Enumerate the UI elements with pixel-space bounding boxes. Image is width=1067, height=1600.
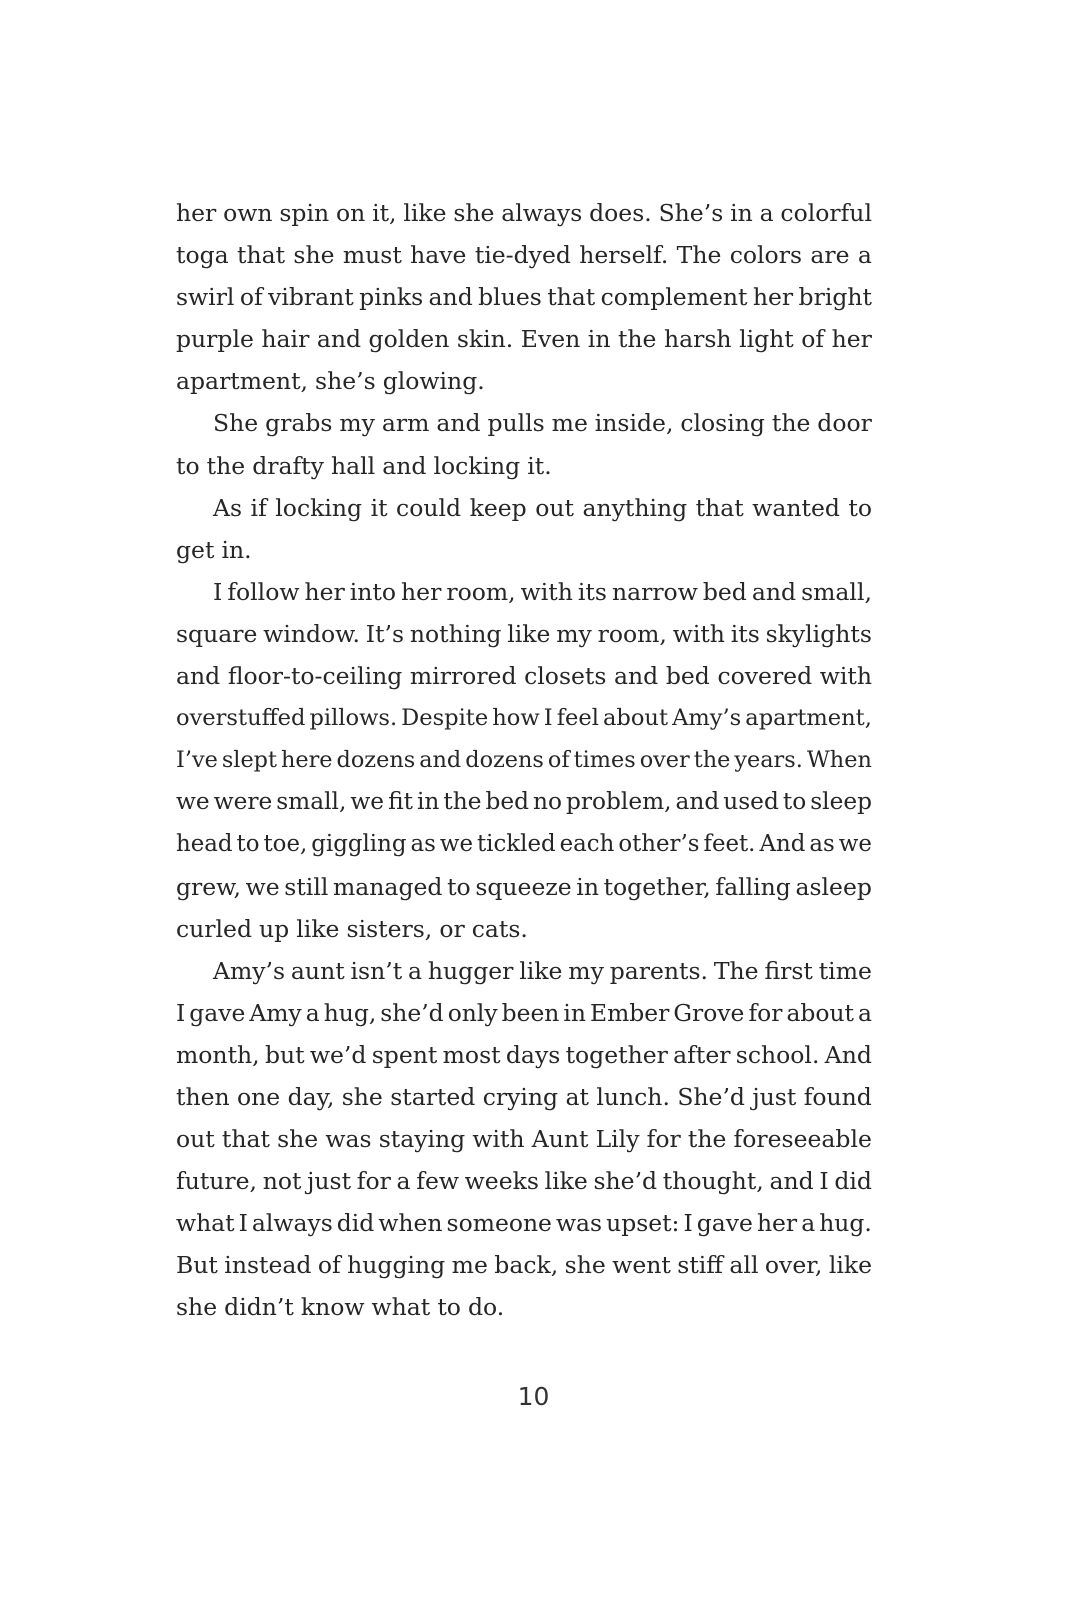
text-line: I follow her into her room, with its narrow bed and small, [213,577,872,606]
text-line: Amy’s aunt isn’t a hugger like my parents. The first time [213,956,872,985]
text-line: She grabs my arm and pulls me inside, closing the door [213,409,872,438]
text-line: But instead of hugging me back, she went stiff all over, like [176,1251,872,1280]
page-number: 10 [517,1382,550,1411]
text-line: month, but we’d spent most days together after school. And [176,1040,872,1069]
text-line: As if locking it could keep out anything that wanted to [213,493,872,522]
text-line: head to toe, giggling as we tickled each other’s feet. And as we [176,831,872,858]
text-line: curled up like sisters, or cats. [176,914,528,943]
text-line: swirl of vibrant pinks and blues that complement her bright [176,283,872,312]
text-line: toga that she must have tie-dyed herself. The colors are a [176,241,872,270]
text-line: I gave Amy a hug, she’d only been in Ember Grove for about a [176,998,872,1027]
text-line: out that she was staying with Aunt Lily for the foreseeable [176,1125,872,1154]
text-line: I’ve slept here dozens and dozens of times over the years. When [176,747,872,774]
text-line: get in. [176,535,252,564]
text-line: to the drafty hall and locking it. [176,451,552,480]
text-line: we were small, we fit in the bed no problem, and used to sleep [176,788,872,816]
text-line: and floor-to-ceiling mirrored closets and bed covered with [176,662,872,691]
text-line: what I always did when someone was upset: I gave her a hug. [176,1209,872,1238]
text-line: future, not just for a few weeks like she’d thought, and I did [176,1167,872,1196]
text-line: her own spin on it, like she always does. She’s in a colorful [176,199,872,227]
text-line: she didn’t know what to do. [176,1293,505,1322]
text-line: overstuffed pillows. Despite how I feel about Amy’s apartment, [176,705,872,732]
text-line: purple hair and golden skin. Even in the harsh light of her [176,325,872,354]
body-text [176,192,872,1329]
text-line: square window. It’s nothing like my room, with its skylights [176,619,872,648]
text-line: apartment, she’s glowing. [176,367,485,396]
text-line: grew, we still managed to squeeze in together, falling asleep [176,872,872,901]
text-line: then one day, she started crying at lunch. She’d just found [176,1082,872,1111]
